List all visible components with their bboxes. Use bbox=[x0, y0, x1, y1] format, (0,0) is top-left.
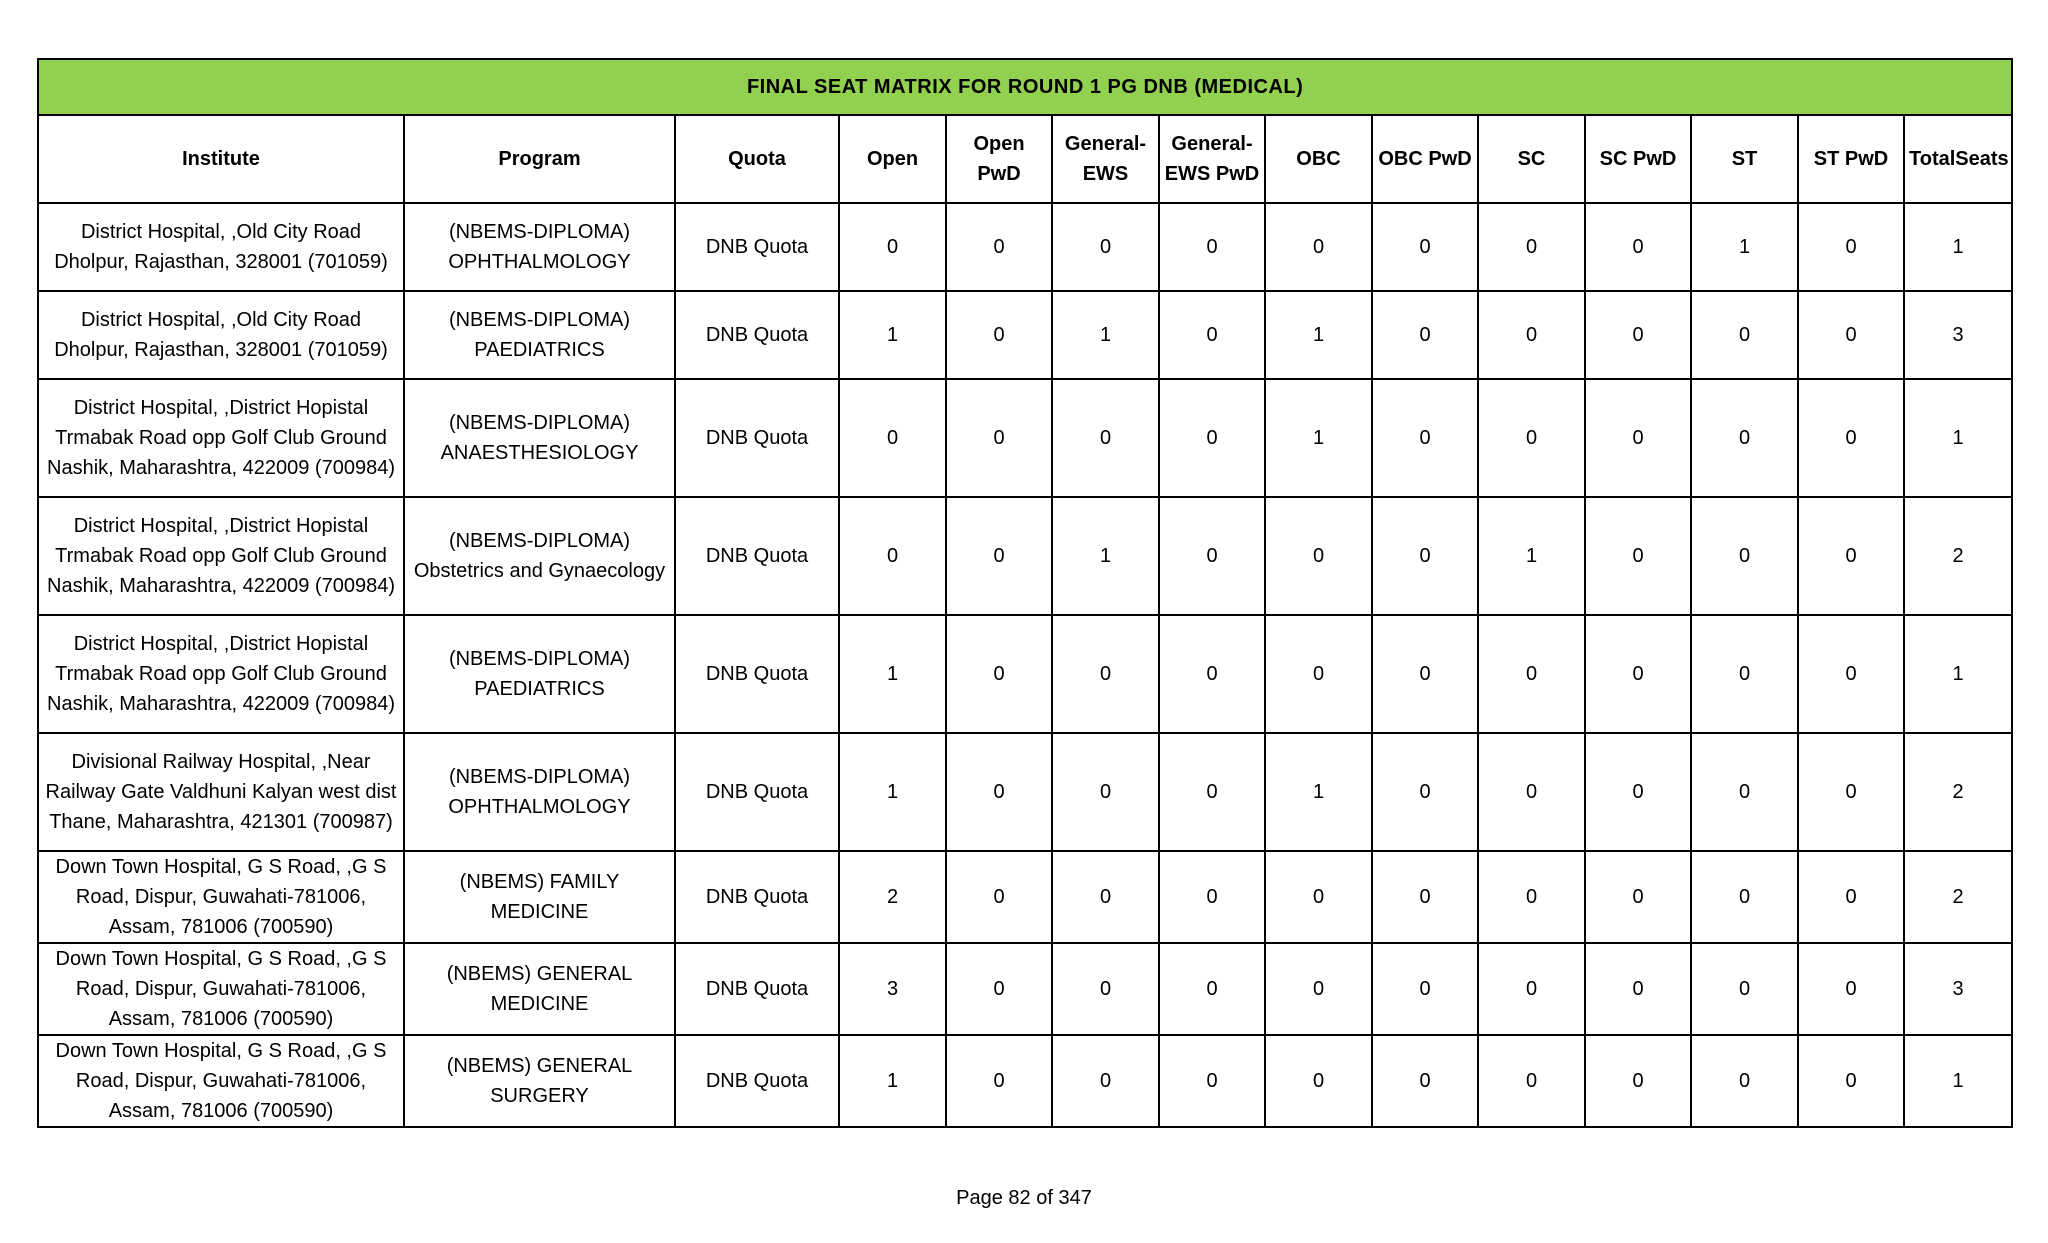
program-cell: (NBEMS-DIPLOMA) PAEDIATRICS bbox=[404, 291, 675, 379]
total-seats-cell: 2 bbox=[1904, 851, 2012, 943]
open-cell: 1 bbox=[839, 1035, 946, 1127]
st-cell: 0 bbox=[1691, 615, 1798, 733]
general-ews-pwd-cell: 0 bbox=[1159, 203, 1265, 291]
st-cell: 0 bbox=[1691, 1035, 1798, 1127]
quota-cell: DNB Quota bbox=[675, 733, 839, 851]
total-seats-cell: 3 bbox=[1904, 291, 2012, 379]
total-seats-cell: 1 bbox=[1904, 615, 2012, 733]
open-cell: 0 bbox=[839, 203, 946, 291]
obc-cell: 1 bbox=[1265, 733, 1372, 851]
general-ews-cell: 0 bbox=[1052, 851, 1159, 943]
table-row bbox=[38, 1035, 2012, 1127]
sc-cell: 0 bbox=[1478, 291, 1585, 379]
quota-cell: DNB Quota bbox=[675, 851, 839, 943]
column-header-general-ews: General-EWS bbox=[1052, 115, 1159, 203]
obc-pwd-cell: 0 bbox=[1372, 943, 1478, 1035]
column-header-open-pwd: Open PwD bbox=[946, 115, 1052, 203]
open-pwd-cell: 0 bbox=[946, 733, 1052, 851]
open-cell: 3 bbox=[839, 943, 946, 1035]
general-ews-cell: 1 bbox=[1052, 497, 1159, 615]
obc-cell: 0 bbox=[1265, 203, 1372, 291]
st-cell: 0 bbox=[1691, 379, 1798, 497]
column-header-st-pwd: ST PwD bbox=[1798, 115, 1904, 203]
column-header-quota: Quota bbox=[675, 115, 839, 203]
obc-cell: 0 bbox=[1265, 851, 1372, 943]
st-pwd-cell: 0 bbox=[1798, 1035, 1904, 1127]
open-cell: 1 bbox=[839, 291, 946, 379]
table-row bbox=[38, 497, 2012, 615]
obc-pwd-cell: 0 bbox=[1372, 203, 1478, 291]
open-pwd-cell: 0 bbox=[946, 943, 1052, 1035]
obc-pwd-cell: 0 bbox=[1372, 291, 1478, 379]
quota-cell: DNB Quota bbox=[675, 291, 839, 379]
sc-pwd-cell: 0 bbox=[1585, 203, 1691, 291]
general-ews-pwd-cell: 0 bbox=[1159, 1035, 1265, 1127]
institute-cell: Down Town Hospital, G S Road, ,G S Road, Dispur, Guwahati-781006, Assam, 781006 (700590) bbox=[38, 943, 404, 1035]
open-pwd-cell: 0 bbox=[946, 291, 1052, 379]
institute-cell: District Hospital, ,District Hopistal Trmabak Road opp Golf Club Ground Nashik, Maharashtra, 422009 (700984) bbox=[38, 379, 404, 497]
page-number: Page 82 of 347 bbox=[956, 1187, 1092, 1209]
obc-cell: 0 bbox=[1265, 497, 1372, 615]
general-ews-pwd-cell: 0 bbox=[1159, 291, 1265, 379]
sc-pwd-cell: 0 bbox=[1585, 615, 1691, 733]
st-pwd-cell: 0 bbox=[1798, 379, 1904, 497]
sc-cell: 0 bbox=[1478, 733, 1585, 851]
program-cell: (NBEMS-DIPLOMA) OPHTHALMOLOGY bbox=[404, 733, 675, 851]
column-header-sc-pwd: SC PwD bbox=[1585, 115, 1691, 203]
quota-cell: DNB Quota bbox=[675, 379, 839, 497]
sc-pwd-cell: 0 bbox=[1585, 943, 1691, 1035]
column-header-row bbox=[38, 115, 2012, 203]
column-header-obc-pwd: OBC PwD bbox=[1372, 115, 1478, 203]
institute-cell: Divisional Railway Hospital, ,Near Railway Gate Valdhuni Kalyan west dist Thane, Maharashtra, 421301 (700987) bbox=[38, 733, 404, 851]
open-cell: 1 bbox=[839, 615, 946, 733]
total-seats-cell: 1 bbox=[1904, 379, 2012, 497]
quota-cell: DNB Quota bbox=[675, 615, 839, 733]
total-seats-cell: 2 bbox=[1904, 497, 2012, 615]
st-cell: 1 bbox=[1691, 203, 1798, 291]
sc-pwd-cell: 0 bbox=[1585, 733, 1691, 851]
open-cell: 1 bbox=[839, 733, 946, 851]
program-cell: (NBEMS) GENERAL SURGERY bbox=[404, 1035, 675, 1127]
open-pwd-cell: 0 bbox=[946, 1035, 1052, 1127]
institute-cell: Down Town Hospital, G S Road, ,G S Road, Dispur, Guwahati-781006, Assam, 781006 (700590) bbox=[38, 1035, 404, 1127]
column-header-institute: Institute bbox=[38, 115, 404, 203]
sc-pwd-cell: 0 bbox=[1585, 291, 1691, 379]
institute-cell: District Hospital, ,District Hopistal Trmabak Road opp Golf Club Ground Nashik, Maharashtra, 422009 (700984) bbox=[38, 497, 404, 615]
table-title: FINAL SEAT MATRIX FOR ROUND 1 PG DNB (MEDICAL) bbox=[38, 59, 2012, 115]
column-header-obc: OBC bbox=[1265, 115, 1372, 203]
st-cell: 0 bbox=[1691, 497, 1798, 615]
open-cell: 2 bbox=[839, 851, 946, 943]
quota-cell: DNB Quota bbox=[675, 497, 839, 615]
general-ews-cell: 0 bbox=[1052, 379, 1159, 497]
program-cell: (NBEMS-DIPLOMA) PAEDIATRICS bbox=[404, 615, 675, 733]
sc-cell: 0 bbox=[1478, 203, 1585, 291]
table-row bbox=[38, 379, 2012, 497]
column-header-total-seats: TotalSeats bbox=[1904, 115, 2012, 203]
quota-cell: DNB Quota bbox=[675, 203, 839, 291]
sc-pwd-cell: 0 bbox=[1585, 497, 1691, 615]
column-header-general-ews-pwd: General-EWS PwD bbox=[1159, 115, 1265, 203]
sc-pwd-cell: 0 bbox=[1585, 379, 1691, 497]
column-header-sc: SC bbox=[1478, 115, 1585, 203]
total-seats-cell: 1 bbox=[1904, 203, 2012, 291]
program-cell: (NBEMS-DIPLOMA) OPHTHALMOLOGY bbox=[404, 203, 675, 291]
general-ews-pwd-cell: 0 bbox=[1159, 943, 1265, 1035]
sc-cell: 0 bbox=[1478, 851, 1585, 943]
general-ews-pwd-cell: 0 bbox=[1159, 733, 1265, 851]
obc-pwd-cell: 0 bbox=[1372, 851, 1478, 943]
st-pwd-cell: 0 bbox=[1798, 497, 1904, 615]
institute-cell: District Hospital, ,Old City Road Dholpur, Rajasthan, 328001 (701059) bbox=[38, 203, 404, 291]
open-pwd-cell: 0 bbox=[946, 379, 1052, 497]
obc-pwd-cell: 0 bbox=[1372, 733, 1478, 851]
st-pwd-cell: 0 bbox=[1798, 291, 1904, 379]
sc-pwd-cell: 0 bbox=[1585, 851, 1691, 943]
open-pwd-cell: 0 bbox=[946, 615, 1052, 733]
institute-cell: District Hospital, ,Old City Road Dholpur, Rajasthan, 328001 (701059) bbox=[38, 291, 404, 379]
column-header-program: Program bbox=[404, 115, 675, 203]
general-ews-cell: 0 bbox=[1052, 1035, 1159, 1127]
institute-cell: Down Town Hospital, G S Road, ,G S Road, Dispur, Guwahati-781006, Assam, 781006 (700590) bbox=[38, 851, 404, 943]
open-pwd-cell: 0 bbox=[946, 497, 1052, 615]
open-pwd-cell: 0 bbox=[946, 851, 1052, 943]
total-seats-cell: 1 bbox=[1904, 1035, 2012, 1127]
sc-cell: 0 bbox=[1478, 943, 1585, 1035]
obc-pwd-cell: 0 bbox=[1372, 615, 1478, 733]
table-row bbox=[38, 291, 2012, 379]
st-pwd-cell: 0 bbox=[1798, 203, 1904, 291]
column-header-open: Open bbox=[839, 115, 946, 203]
total-seats-cell: 3 bbox=[1904, 943, 2012, 1035]
institute-cell: District Hospital, ,District Hopistal Trmabak Road opp Golf Club Ground Nashik, Maharashtra, 422009 (700984) bbox=[38, 615, 404, 733]
open-cell: 0 bbox=[839, 379, 946, 497]
general-ews-cell: 1 bbox=[1052, 291, 1159, 379]
seat-matrix-table bbox=[37, 58, 2013, 1128]
obc-pwd-cell: 0 bbox=[1372, 1035, 1478, 1127]
general-ews-cell: 0 bbox=[1052, 733, 1159, 851]
st-pwd-cell: 0 bbox=[1798, 615, 1904, 733]
sc-cell: 0 bbox=[1478, 615, 1585, 733]
table-row bbox=[38, 851, 2012, 943]
st-cell: 0 bbox=[1691, 291, 1798, 379]
obc-cell: 0 bbox=[1265, 943, 1372, 1035]
general-ews-pwd-cell: 0 bbox=[1159, 497, 1265, 615]
table-row bbox=[38, 615, 2012, 733]
st-cell: 0 bbox=[1691, 851, 1798, 943]
program-cell: (NBEMS-DIPLOMA) Obstetrics and Gynaecology bbox=[404, 497, 675, 615]
program-cell: (NBEMS) FAMILY MEDICINE bbox=[404, 851, 675, 943]
general-ews-pwd-cell: 0 bbox=[1159, 379, 1265, 497]
sc-cell: 0 bbox=[1478, 1035, 1585, 1127]
program-cell: (NBEMS-DIPLOMA) ANAESTHESIOLOGY bbox=[404, 379, 675, 497]
table-row bbox=[38, 203, 2012, 291]
table-row bbox=[38, 733, 2012, 851]
obc-pwd-cell: 0 bbox=[1372, 497, 1478, 615]
st-pwd-cell: 0 bbox=[1798, 943, 1904, 1035]
sc-cell: 1 bbox=[1478, 497, 1585, 615]
program-cell: (NBEMS) GENERAL MEDICINE bbox=[404, 943, 675, 1035]
st-cell: 0 bbox=[1691, 733, 1798, 851]
column-header-st: ST bbox=[1691, 115, 1798, 203]
sc-cell: 0 bbox=[1478, 379, 1585, 497]
obc-cell: 1 bbox=[1265, 379, 1372, 497]
general-ews-cell: 0 bbox=[1052, 203, 1159, 291]
obc-cell: 0 bbox=[1265, 1035, 1372, 1127]
obc-pwd-cell: 0 bbox=[1372, 379, 1478, 497]
general-ews-pwd-cell: 0 bbox=[1159, 851, 1265, 943]
st-cell: 0 bbox=[1691, 943, 1798, 1035]
quota-cell: DNB Quota bbox=[675, 1035, 839, 1127]
table-row bbox=[38, 943, 2012, 1035]
quota-cell: DNB Quota bbox=[675, 943, 839, 1035]
total-seats-cell: 2 bbox=[1904, 733, 2012, 851]
obc-cell: 1 bbox=[1265, 291, 1372, 379]
general-ews-cell: 0 bbox=[1052, 943, 1159, 1035]
obc-cell: 0 bbox=[1265, 615, 1372, 733]
st-pwd-cell: 0 bbox=[1798, 851, 1904, 943]
sc-pwd-cell: 0 bbox=[1585, 1035, 1691, 1127]
general-ews-pwd-cell: 0 bbox=[1159, 615, 1265, 733]
seat-matrix-sheet bbox=[37, 58, 2011, 1128]
st-pwd-cell: 0 bbox=[1798, 733, 1904, 851]
general-ews-cell: 0 bbox=[1052, 615, 1159, 733]
open-cell: 0 bbox=[839, 497, 946, 615]
open-pwd-cell: 0 bbox=[946, 203, 1052, 291]
